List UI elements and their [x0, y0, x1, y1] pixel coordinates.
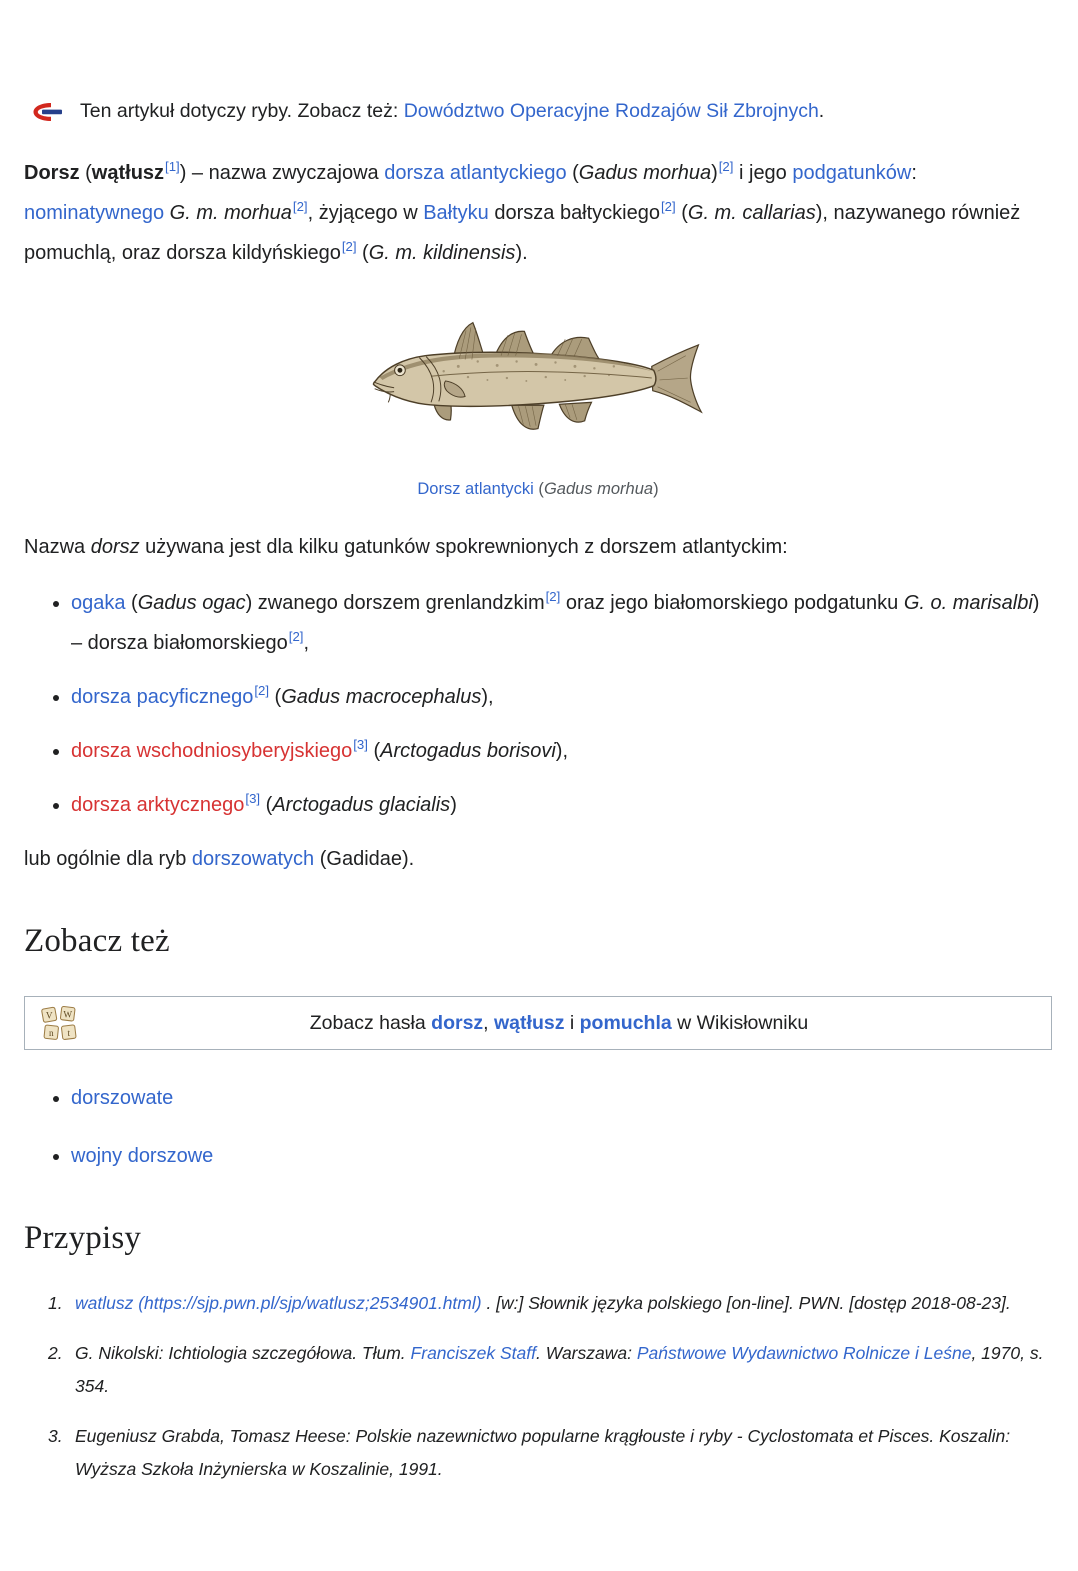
- svg-text:t: t: [67, 1028, 71, 1039]
- see-also-link-wojny-dorszowe[interactable]: wojny dorszowe: [71, 1145, 214, 1167]
- text-segment: w Wikisłowniku: [671, 1011, 809, 1034]
- text-segment: ) – dorsza białomorskiego: [71, 592, 1040, 654]
- intro-paragraph: [24, 527, 1052, 567]
- text-segment: (: [79, 162, 92, 184]
- footnote-superscript: [165, 159, 180, 174]
- footnote-superscript: [245, 791, 260, 806]
- footnote-superscript: [254, 683, 269, 698]
- footnote-2-link[interactable]: [2]: [718, 159, 734, 175]
- link-dorsz-arktyczny[interactable]: dorsza arktycznego: [71, 794, 245, 816]
- wiktionary-box-text: [81, 1012, 1037, 1035]
- reference-item: [48, 1420, 1052, 1485]
- text-segment: Gadus morhua: [578, 162, 712, 184]
- text-segment: wątłusz: [91, 162, 165, 184]
- reference-text: [75, 1337, 1052, 1402]
- footnote-2-link[interactable]: [2]: [254, 683, 269, 699]
- svg-text:W: W: [63, 1009, 73, 1020]
- text-segment: ), nazywanego również pomuchlą, oraz dorsza kildyńskiego: [24, 202, 1021, 264]
- link-ogak[interactable]: ogaka: [71, 592, 126, 614]
- footnote-3-link[interactable]: [3]: [245, 791, 261, 807]
- text-segment: (: [269, 686, 282, 708]
- text-segment: G. m. morhua: [169, 202, 292, 224]
- text-segment: . Warszawa:: [536, 1343, 637, 1364]
- text-segment: .: [818, 100, 825, 122]
- species-list: [24, 583, 1052, 825]
- footnote-superscript: [661, 199, 676, 214]
- text-segment: Gadus morhua: [543, 480, 654, 498]
- footnote-2-link[interactable]: [2]: [545, 589, 561, 605]
- footnote-superscript: [546, 589, 561, 604]
- references-heading: Przypisy: [24, 1220, 142, 1256]
- see-also-link-dorszowate[interactable]: dorszowate: [71, 1087, 174, 1109]
- text-segment: Arctogadus glacialis: [272, 794, 451, 816]
- link-podgatunki[interactable]: podgatunków: [792, 162, 912, 184]
- link-baltyk[interactable]: Bałtyku: [423, 202, 489, 224]
- text-segment: , 1970, s. 354.: [75, 1343, 1044, 1396]
- lead-paragraph: [24, 153, 1052, 273]
- link-dorsz-wschodniosyberyjski[interactable]: dorsza wschodniosyberyjskiego: [71, 740, 353, 762]
- text-segment: i: [564, 1011, 580, 1034]
- link-dorsz-atlantycki[interactable]: dorsza atlantyckiego: [384, 162, 567, 184]
- footnote-2-link[interactable]: [2]: [288, 629, 304, 645]
- wiktionary-icon[interactable]: [39, 1005, 81, 1042]
- text-segment: (: [260, 794, 273, 816]
- reference-text: [75, 1420, 1052, 1485]
- text-segment: Gadus ogac: [137, 592, 246, 614]
- link-dorszowate[interactable]: dorszowatych: [191, 848, 315, 870]
- text-segment: oraz jego białomorskiego podgatunku: [560, 592, 904, 614]
- text-segment: ,: [483, 1011, 495, 1034]
- reference-number: 3.: [48, 1426, 63, 1447]
- reference-text: [75, 1287, 1052, 1319]
- text-segment: Nazwa: [24, 536, 91, 558]
- text-segment: dorsza bałtyckiego: [488, 202, 660, 224]
- wiktionary-link-dorsz[interactable]: dorsz: [431, 1011, 484, 1034]
- text-segment: ,: [303, 632, 310, 654]
- text-segment: Ten artykuł dotyczy ryby. Zobacz też:: [80, 100, 404, 122]
- reference-item: [48, 1337, 1052, 1402]
- text-segment: Gadus macrocephalus: [281, 686, 482, 708]
- link-pwril[interactable]: Państwowe Wydawnictwo Rolnicze i Leśne: [636, 1343, 972, 1364]
- text-segment: dorsz: [90, 536, 140, 558]
- text-segment: (: [356, 242, 369, 264]
- text-segment: ),: [555, 740, 569, 762]
- link-nominatywny[interactable]: nominatywnego: [24, 202, 165, 224]
- footnote-2-link[interactable]: [2]: [292, 199, 308, 215]
- text-segment: , żyjącego w: [307, 202, 424, 224]
- text-segment: ): [711, 162, 718, 184]
- footnote-3-link[interactable]: [3]: [353, 737, 368, 753]
- wiktionary-box: [24, 996, 1052, 1050]
- footnote-1-link[interactable]: [1]: [165, 159, 180, 175]
- link-dorsz-pacyficzny[interactable]: dorsza pacyficznego: [71, 686, 254, 708]
- text-segment: (: [566, 162, 579, 184]
- text-segment: Dorsz: [24, 162, 80, 184]
- text-segment: (: [675, 202, 688, 224]
- text-segment: Eugeniusz Grabda, Tomasz Heese: Polskie nazewnictwo popularne krągłouste i ryby - Cyclostomata et Pisces. Koszalin: Wyższa Szkoła Inżynierska w Koszalinie, 1991.: [75, 1426, 1011, 1479]
- reference-number: 2.: [48, 1343, 63, 1364]
- text-segment: używana jest dla kilku gatunków spokrewnionych z dorszem atlantyckim:: [139, 536, 788, 558]
- text-segment: i jego: [733, 162, 793, 184]
- text-segment: ),: [481, 686, 494, 708]
- wiktionary-link-watlusz[interactable]: wątłusz: [494, 1011, 565, 1034]
- reference-external-link[interactable]: watlusz (https://sjp.pwn.pl/sjp/watlusz;2534901.html): [75, 1293, 482, 1313]
- footnote-superscript: [289, 629, 304, 644]
- link-franciszek-staff[interactable]: Franciszek Staff: [410, 1343, 537, 1364]
- svg-text:V: V: [45, 1010, 53, 1021]
- text-segment: G. m. callarias: [687, 202, 816, 224]
- text-segment: G. m. kildinensis: [368, 242, 516, 264]
- figure-caption: [24, 480, 1052, 499]
- reference-number: 1.: [48, 1293, 63, 1313]
- hatnote-link[interactable]: Dowództwo Operacyjne Rodzajów Sił Zbrojnych: [403, 100, 819, 122]
- text-segment: ): [653, 480, 659, 498]
- text-segment: G. o. marisalbi: [903, 592, 1033, 614]
- see-also-item: [71, 1136, 1052, 1176]
- caption-link[interactable]: Dorsz atlantycki: [417, 480, 534, 498]
- text-segment: lub ogólnie dla ryb: [24, 848, 192, 870]
- text-segment: G. Nikolski: Ichtiologia szczegółowa. Tłum.: [75, 1343, 411, 1364]
- footnote-2-link[interactable]: [2]: [661, 199, 676, 215]
- footnote-2-link[interactable]: [2]: [341, 239, 357, 255]
- references-list: [24, 1287, 1052, 1485]
- text-segment: Zobacz hasła: [309, 1011, 432, 1034]
- see-also-heading: Zobacz też: [24, 923, 170, 959]
- wiktionary-link-pomuchla[interactable]: pomuchla: [579, 1011, 672, 1034]
- text-segment: ): [450, 794, 457, 816]
- fish-figure: [24, 309, 1052, 499]
- text-segment: (: [533, 480, 544, 498]
- article-note-icon: [30, 101, 64, 123]
- hatnote: [30, 100, 1052, 123]
- svg-text:n: n: [48, 1028, 54, 1039]
- see-also-list: [24, 1078, 1052, 1176]
- species-list-item: [71, 583, 1052, 663]
- text-segment: (: [367, 740, 381, 762]
- footnote-superscript: [293, 199, 308, 214]
- footnote-superscript: [719, 159, 734, 174]
- text-segment: Arctogadus borisovi: [380, 740, 556, 762]
- text-segment: (: [125, 592, 138, 614]
- species-list-item: [71, 731, 1052, 771]
- cod-illustration[interactable]: [363, 433, 713, 455]
- text-segment: ).: [515, 242, 528, 264]
- footnote-superscript: [342, 239, 357, 254]
- text-segment: . [w:] Słownik języka polskiego [on-line]. PWN. [dostęp 2018-08-23].: [481, 1293, 1011, 1313]
- text-segment: ) – nazwa zwyczajowa: [179, 162, 385, 184]
- outro-paragraph: [24, 839, 1052, 879]
- species-list-item: [71, 785, 1052, 825]
- text-segment: ) zwanego dorszem grenlandzkim: [245, 592, 545, 614]
- reference-item: [48, 1287, 1052, 1319]
- species-list-item: [71, 677, 1052, 717]
- footnote-superscript: [353, 737, 368, 752]
- see-also-item: [71, 1078, 1052, 1118]
- text-segment: (Gadidae).: [314, 848, 415, 870]
- hatnote-text: [80, 100, 824, 123]
- text-segment: :: [911, 162, 917, 184]
